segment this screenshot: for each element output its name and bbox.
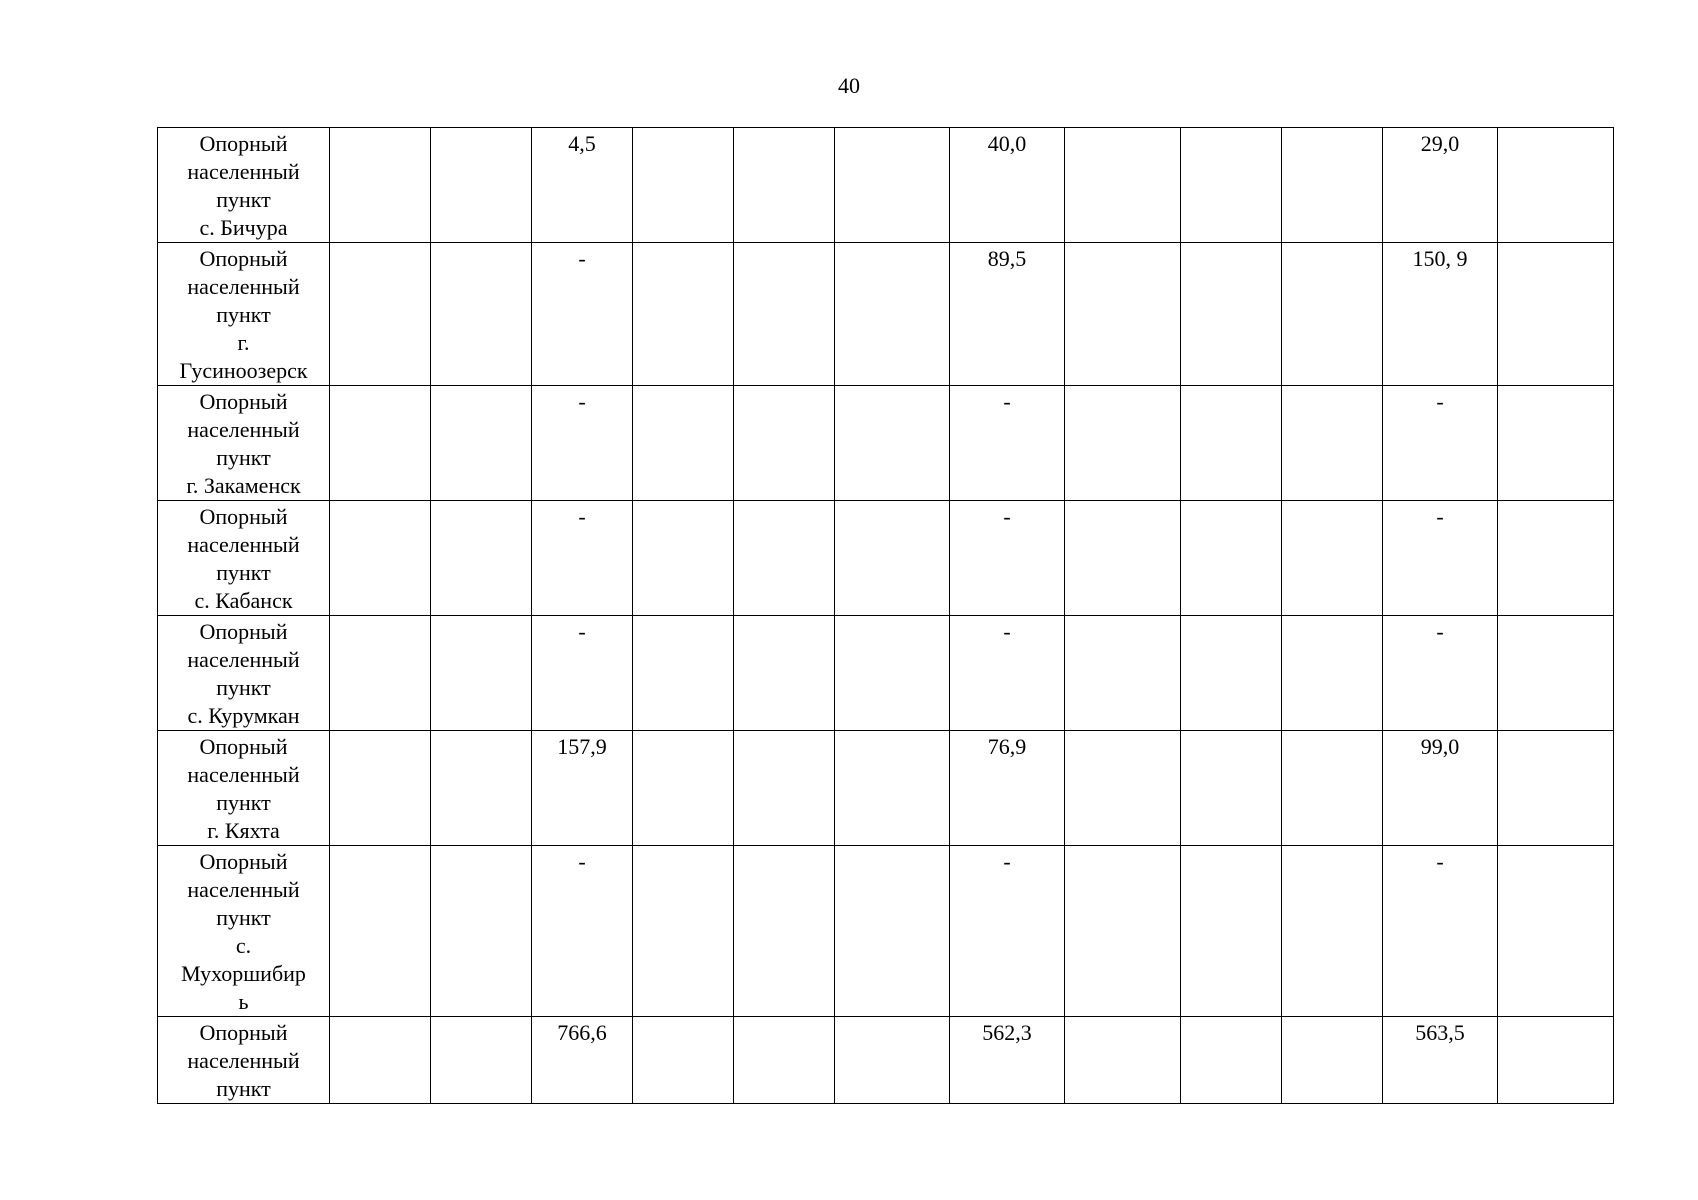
empty-cell bbox=[431, 386, 532, 501]
empty-cell bbox=[431, 243, 532, 386]
value-cell: 29,0 bbox=[1383, 128, 1498, 243]
empty-cell bbox=[734, 731, 835, 846]
name-line: населенный bbox=[187, 159, 300, 184]
empty-cell bbox=[633, 616, 734, 731]
empty-cell bbox=[330, 846, 431, 1017]
settlement-name-cell bbox=[158, 731, 330, 846]
empty-cell bbox=[1181, 386, 1282, 501]
empty-cell bbox=[1181, 846, 1282, 1017]
name-line: г. bbox=[237, 330, 250, 355]
value-cell: - bbox=[950, 846, 1065, 1017]
empty-cell bbox=[1498, 128, 1614, 243]
name-line: с. bbox=[235, 933, 252, 958]
empty-cell bbox=[431, 846, 532, 1017]
value-cell: 157,9 bbox=[532, 731, 633, 846]
empty-cell bbox=[835, 128, 950, 243]
value-cell: - bbox=[950, 386, 1065, 501]
name-line: г. Закаменск bbox=[186, 473, 301, 498]
name-line: Мухоршибир bbox=[181, 961, 306, 986]
settlement-name-cell bbox=[158, 128, 330, 243]
empty-cell bbox=[1282, 616, 1383, 731]
table-row bbox=[158, 386, 1614, 501]
value-cell: - bbox=[532, 846, 633, 1017]
page-number: 40 bbox=[838, 73, 860, 98]
value-cell: - bbox=[532, 243, 633, 386]
empty-cell bbox=[835, 731, 950, 846]
value-cell: 563,5 bbox=[1383, 1017, 1498, 1104]
empty-cell bbox=[835, 846, 950, 1017]
empty-cell bbox=[734, 128, 835, 243]
empty-cell bbox=[1181, 501, 1282, 616]
empty-cell bbox=[633, 846, 734, 1017]
empty-cell bbox=[1065, 386, 1181, 501]
name-line: ь bbox=[238, 989, 249, 1014]
value-cell: 766,6 bbox=[532, 1017, 633, 1104]
value-cell: - bbox=[1383, 846, 1498, 1017]
name-line: пункт bbox=[216, 1076, 271, 1101]
name-line: пункт bbox=[216, 790, 271, 815]
empty-cell bbox=[1282, 386, 1383, 501]
name-line: населенный bbox=[187, 877, 300, 902]
name-line: г. Кяхта bbox=[207, 818, 280, 843]
value-cell: - bbox=[1383, 386, 1498, 501]
empty-cell bbox=[431, 1017, 532, 1104]
empty-cell bbox=[1498, 731, 1614, 846]
value-cell: 4,5 bbox=[532, 128, 633, 243]
empty-cell bbox=[734, 1017, 835, 1104]
name-line: Опорный bbox=[199, 619, 288, 644]
empty-cell bbox=[1282, 846, 1383, 1017]
name-line: населенный bbox=[187, 274, 300, 299]
empty-cell bbox=[1065, 1017, 1181, 1104]
table-row bbox=[158, 501, 1614, 616]
name-line: населенный bbox=[187, 417, 300, 442]
empty-cell bbox=[633, 501, 734, 616]
empty-cell bbox=[1282, 501, 1383, 616]
empty-cell bbox=[1181, 128, 1282, 243]
empty-cell bbox=[431, 731, 532, 846]
empty-cell bbox=[633, 731, 734, 846]
name-line: населенный bbox=[187, 647, 300, 672]
empty-cell bbox=[1181, 731, 1282, 846]
name-line: Опорный bbox=[199, 504, 288, 529]
empty-cell bbox=[633, 243, 734, 386]
name-line: пункт bbox=[216, 905, 271, 930]
empty-cell bbox=[330, 128, 431, 243]
empty-cell bbox=[835, 616, 950, 731]
table-row bbox=[158, 243, 1614, 386]
settlement-name-cell bbox=[158, 616, 330, 731]
name-line: Опорный bbox=[199, 734, 288, 759]
name-line: Гусиноозерск bbox=[179, 358, 308, 383]
name-line: с. Курумкан bbox=[187, 703, 300, 728]
empty-cell bbox=[633, 1017, 734, 1104]
empty-cell bbox=[1065, 616, 1181, 731]
settlement-name-cell bbox=[158, 386, 330, 501]
value-cell: - bbox=[950, 501, 1065, 616]
empty-cell bbox=[1498, 501, 1614, 616]
empty-cell bbox=[1065, 243, 1181, 386]
name-line: пункт bbox=[216, 302, 271, 327]
value-cell: - bbox=[950, 616, 1065, 731]
value-cell: 40,0 bbox=[950, 128, 1065, 243]
empty-cell bbox=[1282, 128, 1383, 243]
value-cell: 562,3 bbox=[950, 1017, 1065, 1104]
name-line: населенный bbox=[187, 762, 300, 787]
name-line: пункт bbox=[216, 675, 271, 700]
empty-cell bbox=[431, 501, 532, 616]
name-line: пункт bbox=[216, 445, 271, 470]
empty-cell bbox=[734, 501, 835, 616]
table-row bbox=[158, 846, 1614, 1017]
empty-cell bbox=[835, 243, 950, 386]
empty-cell bbox=[330, 501, 431, 616]
empty-cell bbox=[330, 616, 431, 731]
name-line: с. Кабанск bbox=[194, 588, 293, 613]
table-row bbox=[158, 616, 1614, 731]
settlement-name-cell bbox=[158, 846, 330, 1017]
table-row bbox=[158, 1017, 1614, 1104]
empty-cell bbox=[1065, 501, 1181, 616]
value-cell: 76,9 bbox=[950, 731, 1065, 846]
empty-cell bbox=[330, 731, 431, 846]
empty-cell bbox=[1498, 616, 1614, 731]
value-cell: - bbox=[532, 616, 633, 731]
name-line: пункт bbox=[216, 187, 271, 212]
value-cell: 89,5 bbox=[950, 243, 1065, 386]
empty-cell bbox=[330, 1017, 431, 1104]
empty-cell bbox=[835, 1017, 950, 1104]
empty-cell bbox=[1282, 243, 1383, 386]
name-line: с. Бичура bbox=[199, 215, 288, 240]
empty-cell bbox=[1181, 243, 1282, 386]
empty-cell bbox=[734, 386, 835, 501]
empty-cell bbox=[431, 616, 532, 731]
empty-cell bbox=[1181, 1017, 1282, 1104]
empty-cell bbox=[1282, 1017, 1383, 1104]
empty-cell bbox=[330, 243, 431, 386]
table-row bbox=[158, 731, 1614, 846]
table-row bbox=[158, 128, 1614, 243]
name-line: населенный bbox=[187, 532, 300, 557]
empty-cell bbox=[835, 501, 950, 616]
value-cell: - bbox=[532, 386, 633, 501]
settlement-name-cell bbox=[158, 1017, 330, 1104]
empty-cell bbox=[1065, 731, 1181, 846]
empty-cell bbox=[1065, 846, 1181, 1017]
empty-cell bbox=[835, 386, 950, 501]
value-cell: - bbox=[532, 501, 633, 616]
name-line: населенный bbox=[187, 1048, 300, 1073]
empty-cell bbox=[734, 616, 835, 731]
name-line: Опорный bbox=[199, 246, 288, 271]
empty-cell bbox=[1498, 1017, 1614, 1104]
value-cell: - bbox=[1383, 616, 1498, 731]
name-line: Опорный bbox=[199, 849, 288, 874]
value-cell: - bbox=[1383, 501, 1498, 616]
empty-cell bbox=[1282, 731, 1383, 846]
settlement-name-cell bbox=[158, 243, 330, 386]
empty-cell bbox=[1181, 616, 1282, 731]
name-line: пункт bbox=[216, 560, 271, 585]
name-line: Опорный bbox=[199, 131, 288, 156]
empty-cell bbox=[633, 386, 734, 501]
empty-cell bbox=[1498, 386, 1614, 501]
empty-cell bbox=[734, 846, 835, 1017]
empty-cell bbox=[1065, 128, 1181, 243]
settlement-name-cell bbox=[158, 501, 330, 616]
name-line: Опорный bbox=[199, 1020, 288, 1045]
empty-cell bbox=[734, 243, 835, 386]
empty-cell bbox=[633, 128, 734, 243]
empty-cell bbox=[330, 386, 431, 501]
value-cell: 99,0 bbox=[1383, 731, 1498, 846]
empty-cell bbox=[1498, 243, 1614, 386]
empty-cell bbox=[1498, 846, 1614, 1017]
value-cell: 150, 9 bbox=[1383, 243, 1498, 386]
empty-cell bbox=[431, 128, 532, 243]
name-line: Опорный bbox=[199, 389, 288, 414]
data-table bbox=[157, 127, 1614, 1104]
